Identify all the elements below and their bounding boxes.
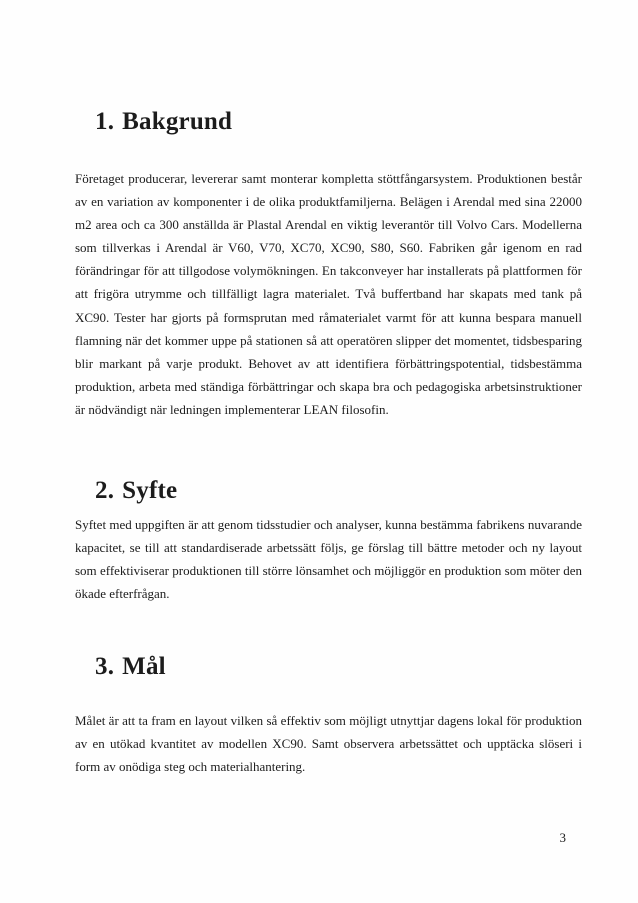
section-heading-syfte [75, 476, 582, 506]
page-number: 3 [559, 830, 566, 845]
section-number: 2. [95, 477, 115, 504]
section-paragraph-syfte: Syftet med uppgiften är att genom tidsstudier och analyser, kunna bestämma fabrikens nuvarande kapacitet, se till att standardiserade arbetssätt följs, ge förslag till bättre metoder och ny layout som effektiviserar produktionen till större lönsamhet och möjliggör en produktion som möter den ökade efterfrågan. [75, 517, 582, 602]
section-heading-mal [75, 652, 582, 682]
section-number: 3. [95, 653, 115, 680]
section-title: Mål [122, 653, 166, 680]
section-paragraph-bakgrund: Företaget producerar, levererar samt monterar kompletta stöttfångarsystem. Produktionen består av en variation av komponenter i de olika produktfamiljerna. Belägen i Arendal med sina 22000 m2 area och ca 300 anställda är Plastal Arendal en viktig leverantör till Volvo Cars. Modellerna som tillverkas i Arendal är V60, V70, XC70, XC90, S80, S60. Fabriken går igenom en rad förändringar för att tillgodose volymökningen. En takconveyer har installerats på plattformen för att frigöra utrymme och tillfälligt lagra materialet. Två buffertband har skapats med tank på XC90. Tester har gjorts på formsprutan med råmaterialet varmt för att kunna bespara manuell flamning när det kommer uppe på stationen så att operatören slipper det momentet, tidsbesparing blir markant på varje produkt. Behovet av att identifiera förbättringspotential, tidsbestämma produktion, arbeta med ständiga förbättringar och skapa bra och pedagogiska arbetsinstruktioner är nödvändigt när ledningen implementerar LEAN filosofin. [75, 171, 582, 417]
section-title: Bakgrund [122, 108, 233, 135]
section-number: 1. [95, 108, 115, 135]
section-heading-bakgrund [75, 107, 582, 137]
section-paragraph-mal: Målet är att ta fram en layout vilken så effektiv som möjligt utnyttjar dagens lokal för produktion av en utökad kvantitet av modellen XC90. Samt observera arbetssättet och upptäcka slöseri i form av onödiga steg och materialhantering. [75, 713, 582, 775]
section-title: Syfte [122, 477, 178, 504]
